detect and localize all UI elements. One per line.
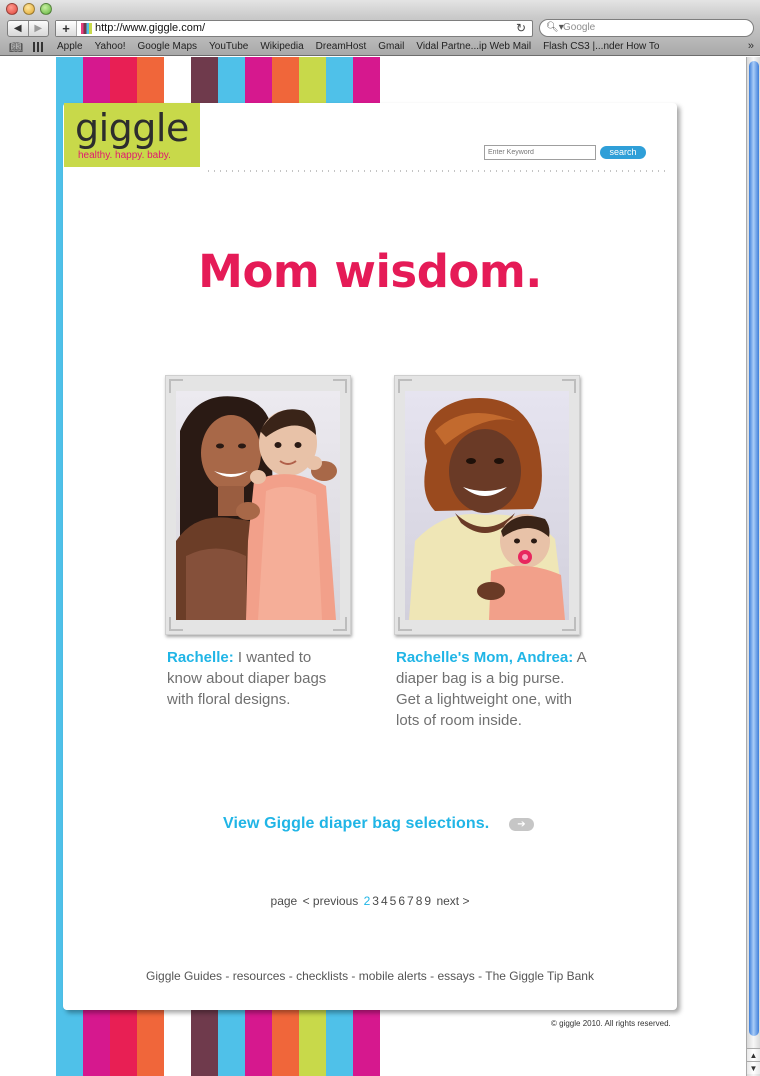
pager-page-5[interactable]: 5	[389, 894, 397, 908]
window-titlebar	[0, 0, 760, 18]
scroll-down-arrow-icon[interactable]: ▼	[747, 1061, 760, 1074]
footer-links[interactable]: Giggle Guides - resources - checklists - mobile alerts - essays - The Giggle Tip Bank	[146, 969, 594, 983]
bottom-color-stripes	[56, 1010, 380, 1076]
open-book-icon[interactable]: 📖︎	[9, 42, 23, 54]
bookmark-google-maps[interactable]: Google Maps	[137, 41, 198, 52]
color-stripe	[245, 57, 272, 105]
quote-andrea	[396, 647, 586, 731]
nav-buttons	[7, 20, 49, 37]
pager-page-7[interactable]: 7	[407, 894, 414, 908]
color-stripe	[272, 57, 299, 105]
pager-label: page	[270, 894, 298, 908]
giggle-logo[interactable]	[64, 103, 200, 167]
site-favicon-icon	[81, 23, 92, 34]
pager-previous[interactable]: < previous	[302, 894, 359, 908]
search-magnifier-icon: 🔍︎▾	[546, 22, 564, 33]
photo-andrea-and-baby	[405, 391, 569, 620]
color-stripe	[191, 1010, 218, 1076]
color-stripe	[137, 57, 164, 105]
bookmark-wikipedia[interactable]: Wikipedia	[260, 41, 304, 52]
color-stripe	[83, 1010, 110, 1076]
browser-toolbar	[0, 18, 760, 39]
color-stripe	[245, 1010, 272, 1076]
color-stripe	[164, 57, 191, 105]
search-button[interactable]: search	[600, 146, 646, 159]
color-stripe	[326, 57, 353, 105]
color-stripe	[56, 57, 83, 105]
logo-wordmark: giggle	[75, 106, 189, 150]
close-window-button[interactable]	[6, 3, 18, 15]
quote-rachelle	[167, 647, 347, 710]
quote-rachelle-name: Rachelle:	[167, 649, 234, 666]
quote-rachelle-text: I wanted to know about diaper bags with floral designs.	[167, 649, 327, 708]
color-stripe	[299, 57, 326, 105]
pager-page-6[interactable]: 6	[398, 894, 406, 908]
color-stripe	[137, 1010, 164, 1076]
pager-page-8[interactable]: 8	[415, 894, 423, 908]
color-stripe	[326, 1010, 353, 1076]
bookmark-flash-cs3[interactable]: Flash CS3 |...nder How To	[543, 41, 660, 52]
content-panel	[63, 103, 677, 1010]
keyword-search-input[interactable]	[484, 145, 596, 160]
logo-tagline: healthy. happy. baby.	[78, 150, 171, 161]
minimize-window-button[interactable]	[23, 3, 35, 15]
view-diaper-bags-link[interactable]: View Giggle diaper bag selections.	[223, 815, 490, 832]
color-stripe	[299, 1010, 326, 1076]
color-stripe	[272, 1010, 299, 1076]
browser-search-placeholder: Google	[563, 22, 596, 33]
reload-icon[interactable]: ↻	[515, 21, 526, 35]
top-sites-grid-icon[interactable]	[33, 42, 44, 52]
bookmark-yahoo[interactable]: Yahoo!	[94, 41, 126, 52]
page-headline: Mom wisdom.	[198, 245, 542, 298]
photo-frame-andrea	[394, 375, 580, 635]
color-stripe	[353, 57, 380, 105]
quote-andrea-text: A diaper bag is a big purse. Get a lightweight one, with lots of room inside.	[396, 649, 586, 729]
bookmark-gmail[interactable]: Gmail	[378, 41, 405, 52]
color-stripe	[110, 57, 137, 105]
vertical-scrollbar[interactable]	[746, 57, 760, 1076]
add-bookmark-plus-icon[interactable]: +	[56, 21, 77, 36]
pager-page-9[interactable]: 9	[424, 894, 432, 908]
pagination	[63, 894, 677, 908]
bookmark-apple[interactable]: Apple	[57, 41, 83, 52]
back-arrow-icon[interactable]: ◀	[8, 21, 29, 36]
address-url[interactable]: http://www.giggle.com/	[95, 22, 206, 34]
color-stripe	[218, 1010, 245, 1076]
zoom-window-button[interactable]	[40, 3, 52, 15]
bookmark-dreamhost[interactable]: DreamHost	[315, 41, 367, 52]
color-stripe	[353, 1010, 380, 1076]
browser-search-field[interactable]	[539, 19, 754, 37]
more-bookmarks-chevron-icon[interactable]: »	[747, 40, 754, 52]
scroll-up-arrow-icon[interactable]: ▲	[747, 1048, 760, 1061]
pager-page-2[interactable]: 2	[363, 894, 371, 908]
copyright-notice: © giggle 2010. All rights reserved.	[551, 1019, 671, 1028]
cta-arrow-icon[interactable]: ➔	[509, 818, 534, 831]
pager-page-4[interactable]: 4	[380, 894, 388, 908]
photo-rachelle-and-baby	[176, 391, 340, 620]
color-stripe	[218, 57, 245, 105]
quote-andrea-name: Rachelle's Mom, Andrea:	[396, 649, 574, 666]
color-stripe	[56, 1010, 83, 1076]
pager-page-3[interactable]: 3	[372, 894, 379, 908]
bookmark-youtube[interactable]: YouTube	[209, 41, 249, 52]
bookmark-list	[57, 41, 671, 52]
top-color-stripes	[56, 57, 380, 105]
color-stripe	[83, 57, 110, 105]
bookmark-vidal-webmail[interactable]: Vidal Partne...ip Web Mail	[416, 41, 532, 52]
page-viewport	[0, 57, 746, 1076]
bookmarks-bar	[0, 39, 760, 56]
color-stripe	[191, 57, 218, 105]
forward-arrow-icon[interactable]: ▶	[34, 23, 43, 34]
photo-frame-rachelle	[165, 375, 351, 635]
address-bar[interactable]	[55, 20, 533, 37]
dotted-divider	[208, 170, 668, 172]
scrollbar-thumb[interactable]	[749, 61, 759, 1036]
color-stripe	[110, 1010, 137, 1076]
color-stripe	[164, 1010, 191, 1076]
pager-next[interactable]: next >	[436, 894, 470, 908]
